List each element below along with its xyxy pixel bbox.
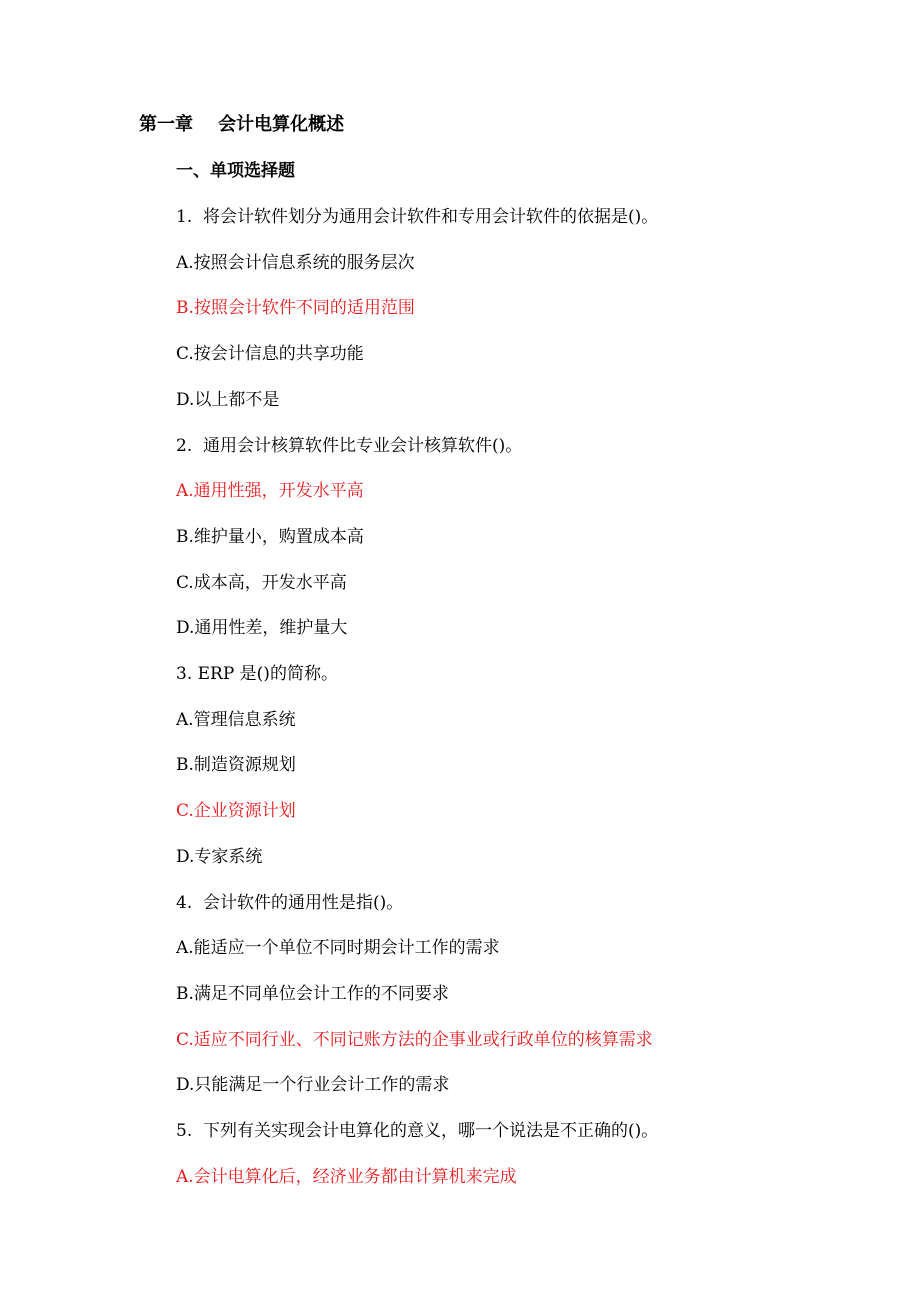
question-stem: 2. 通用会计核算软件比专业会计核算软件()。 [176,436,523,456]
answer-option-correct: C.适应不同行业、不同记账方法的企事业或行政单位的核算需求 [176,1030,653,1050]
answer-option-correct: C.企业资源计划 [176,801,296,821]
answer-option-correct: A.通用性强，开发水平高 [176,481,364,501]
answer-option-correct: A.会计电算化后，经济业务都由计算机来完成 [176,1167,517,1187]
answer-option: C.按会计信息的共享功能 [176,344,364,364]
answer-option: A.管理信息系统 [176,710,296,730]
chapter-title: 第一章 会计电算化概述 [139,114,345,135]
answer-option: B.制造资源规划 [176,755,296,775]
answer-option-correct: B.按照会计软件不同的适用范围 [176,298,415,318]
question-stem: 5. 下列有关实现会计电算化的意义，哪一个说法是不正确的()。 [176,1121,659,1141]
question-stem: 1. 将会计软件划分为通用会计软件和专用会计软件的依据是()。 [176,207,659,227]
question-stem: 4. 会计软件的通用性是指()。 [176,893,404,913]
answer-option: A.能适应一个单位不同时期会计工作的需求 [176,938,500,958]
answer-option: D.专家系统 [176,847,263,867]
answer-option: D.以上都不是 [176,390,280,410]
answer-option: C.成本高，开发水平高 [176,573,347,593]
answer-option: D.只能满足一个行业会计工作的需求 [176,1075,450,1095]
answer-option: A.按照会计信息系统的服务层次 [176,253,415,273]
answer-option: B.维护量小，购置成本高 [176,527,364,547]
section-title: 一、单项选择题 [176,161,295,181]
question-stem: 3. ERP 是()的简称。 [176,664,338,684]
answer-option: D.通用性差，维护量大 [176,618,348,638]
answer-option: B.满足不同单位会计工作的不同要求 [176,984,449,1004]
